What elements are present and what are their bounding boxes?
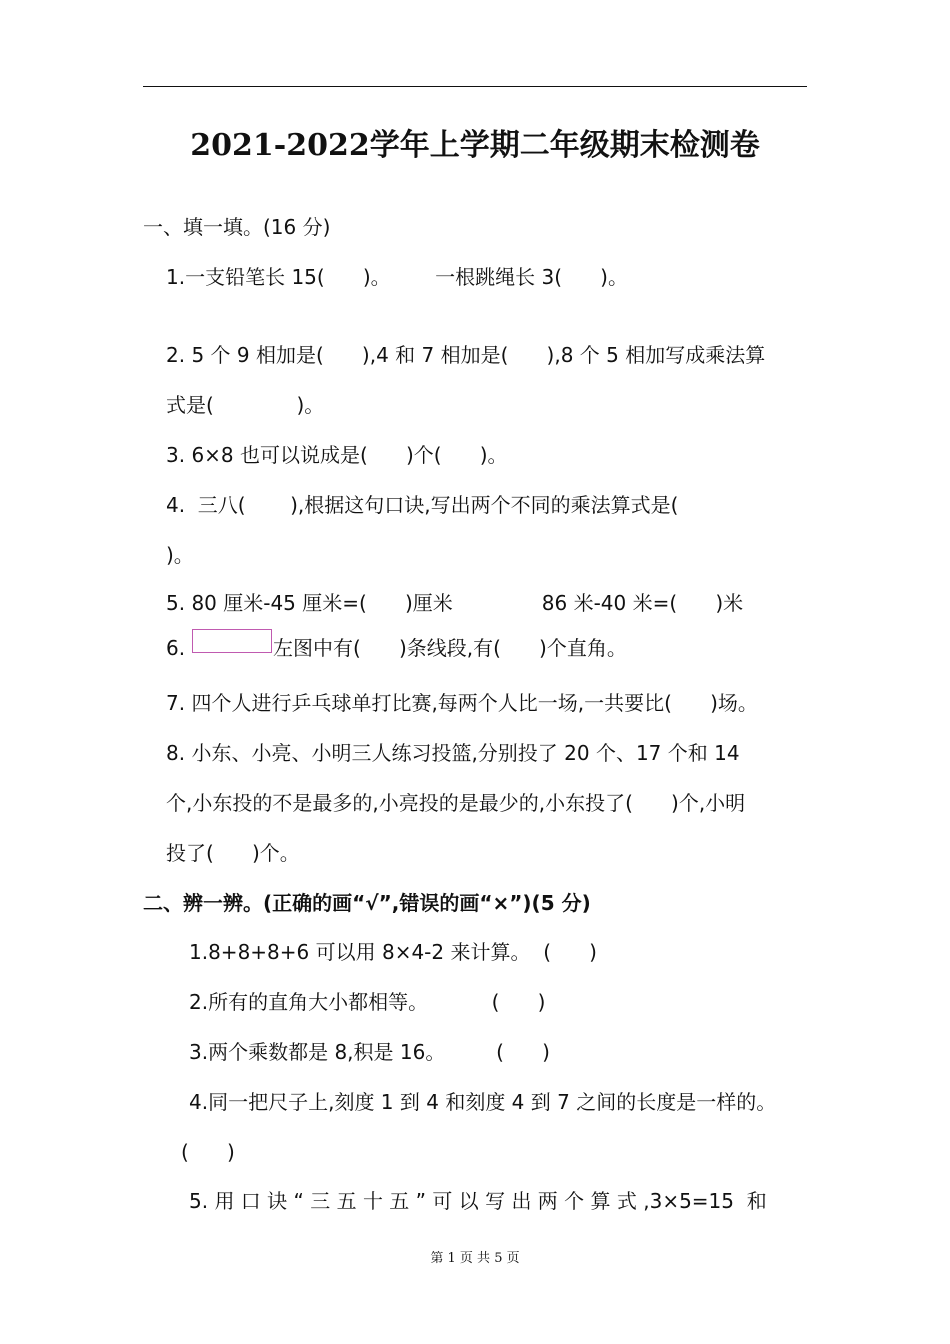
top-rule — [143, 86, 807, 87]
question-1-2: 2. 5 个 9 相加是( ),4 和 7 相加是( ),8 个 5 相加写成乘法算 — [166, 343, 766, 367]
question-2-4-cont: ( ) — [181, 1140, 235, 1164]
section-2-heading: 二、辨一辨。(正确的画“√”,错误的画“×”)(5 分) — [143, 891, 591, 915]
question-1-1: 1.一支铅笔长 15( )。 一根跳绳长 3( )。 — [166, 265, 628, 289]
question-1-8-cont: 个,小东投的不是最多的,小亮投的是最少的,小东投了( )个,小明 — [166, 791, 746, 815]
question-1-4-cont: )。 — [166, 543, 194, 567]
question-1-5: 5. 80 厘米-45 厘米=( )厘米 86 米-40 米=( )米 — [166, 591, 744, 615]
question-1-6-number: 6. — [166, 636, 186, 660]
question-2-2: 2.所有的直角大小都相等。 ( ) — [189, 990, 546, 1014]
page-footer: 第 1 页 共 5 页 — [430, 1251, 520, 1266]
rectangle-figure — [192, 629, 272, 653]
question-2-5: 5. 用 口 诀 “ 三 五 十 五 ” 可 以 写 出 两 个 算 式 ,3×5=15 和 — [189, 1189, 767, 1213]
question-2-4: 4.同一把尺子上,刻度 1 到 4 和刻度 4 到 7 之间的长度是一样的。 — [189, 1090, 777, 1114]
question-2-3: 3.两个乘数都是 8,积是 16。 ( ) — [189, 1040, 550, 1064]
question-1-7: 7. 四个人进行乒乓球单打比赛,每两个人比一场,一共要比( )场。 — [166, 691, 758, 715]
question-1-8: 8. 小东、小亮、小明三人练习投篮,分别投了 20 个、17 个和 14 — [166, 741, 740, 765]
page-title: 2021-2022学年上学期二年级期末检测卷 — [190, 128, 760, 163]
question-1-2-cont: 式是( )。 — [166, 393, 325, 417]
section-1-heading: 一、填一填。(16 分) — [143, 215, 331, 239]
question-1-4: 4. 三八( ),根据这句口诀,写出两个不同的乘法算式是( — [166, 493, 679, 517]
question-2-1: 1.8+8+8+6 可以用 8×4-2 来计算。 ( ) — [189, 940, 597, 964]
question-1-8-cont2: 投了( )个。 — [166, 841, 300, 865]
question-1-6: 左图中有( )条线段,有( )个直角。 — [273, 636, 627, 660]
question-1-3: 3. 6×8 也可以说成是( )个( )。 — [166, 443, 508, 467]
